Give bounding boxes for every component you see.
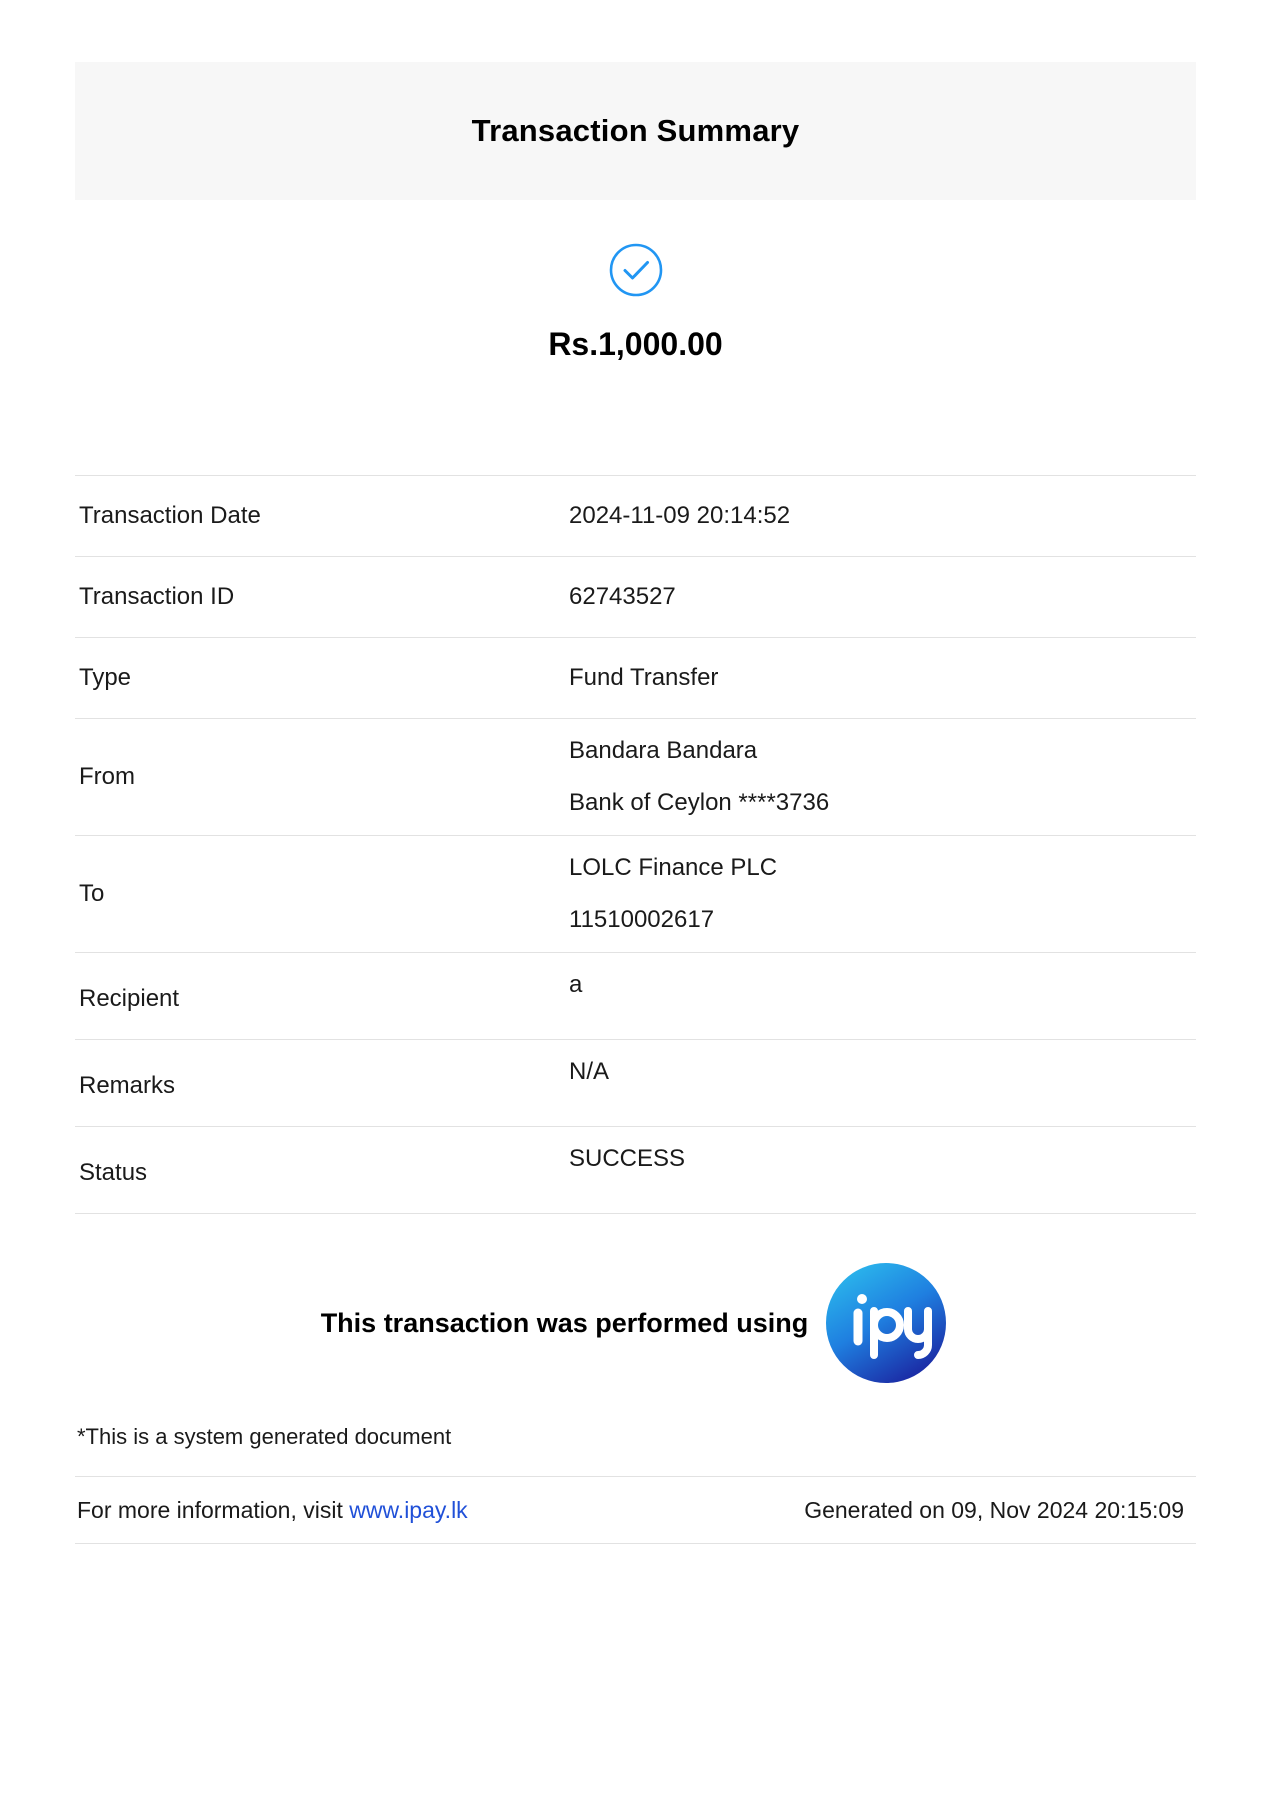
status-icon-wrap (75, 242, 1196, 298)
performed-using-text: This transaction was performed using (320, 1307, 809, 1338)
row-value-line-2: 11510002617 (569, 906, 715, 933)
more-info (75, 1497, 468, 1524)
table-row (75, 476, 1196, 557)
row-label: From (79, 763, 135, 790)
table-row (75, 557, 1196, 638)
row-value: Fund Transfer (569, 664, 719, 691)
row-value-line-1: LOLC Finance PLC (569, 854, 778, 881)
generated-on: Generated on 09, Nov 2024 20:15:09 (804, 1496, 1184, 1523)
row-label: Recipient (79, 985, 180, 1012)
row-label: Transaction ID (79, 583, 235, 610)
receipt-sheet (75, 62, 1196, 1544)
check-circle-icon (608, 242, 664, 298)
row-value-line-2: Bank of Ceylon ****3736 (569, 789, 830, 816)
branding-row (75, 1258, 1196, 1388)
document-footer (75, 1476, 1196, 1544)
page-title: Transaction Summary (471, 113, 800, 148)
more-info-prefix: For more information, visit (77, 1496, 350, 1523)
row-value: 2024-11-09 20:14:52 (569, 502, 791, 529)
row-value (569, 836, 1196, 953)
row-label: Status (79, 1159, 148, 1186)
table-row (75, 638, 1196, 719)
table-row (75, 836, 1196, 953)
row-label: To (79, 880, 105, 907)
row-value: a (569, 971, 583, 998)
table-row (75, 1040, 1196, 1127)
row-value: 62743527 (569, 583, 676, 610)
row-label: Remarks (79, 1072, 176, 1099)
row-label: Type (79, 664, 132, 691)
document-header (75, 62, 1196, 200)
row-value: N/A (569, 1058, 610, 1085)
row-value-line-1: Bandara Bandara (569, 737, 758, 764)
table-row (75, 953, 1196, 1040)
system-generated-note: *This is a system generated document (77, 1424, 452, 1449)
transaction-details-table (75, 475, 1196, 1214)
table-row (75, 719, 1196, 836)
website-link[interactable]: www.ipay.lk (349, 1496, 468, 1523)
transaction-amount: Rs.1,000.00 (548, 326, 723, 362)
ipay-logo (822, 1259, 950, 1387)
row-label: Transaction Date (79, 502, 261, 529)
table-row (75, 1127, 1196, 1214)
status-badge: SUCCESS (569, 1145, 686, 1172)
row-value (569, 719, 1196, 836)
